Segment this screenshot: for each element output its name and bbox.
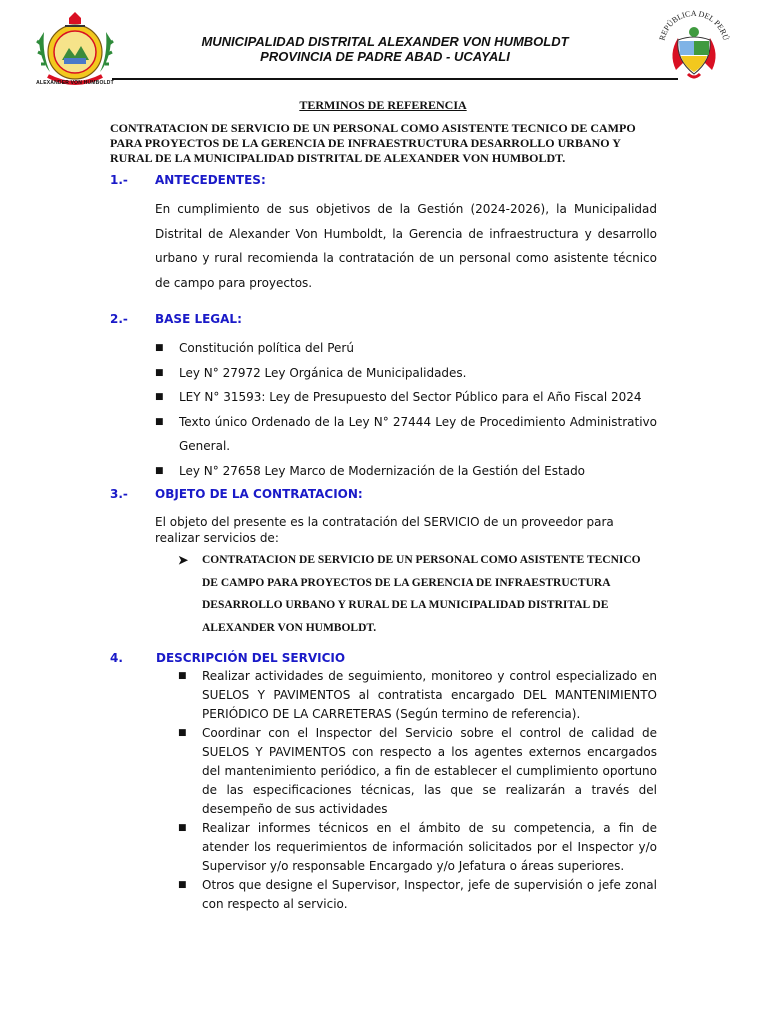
list-item: ■ Texto único Ordenado de la Ley N° 27444 Ley de Procedimiento Administrativo General.	[155, 410, 657, 459]
list-item: ■ Constitución política del Perú	[155, 336, 657, 361]
square-bullet-icon: ■	[155, 343, 164, 353]
arrowhead-bullet-icon: ➤	[178, 553, 189, 567]
square-bullet-icon: ■	[178, 728, 187, 738]
section-4-title: DESCRIPCIÓN DEL SERVICIO	[156, 651, 346, 665]
service-description-list	[178, 667, 657, 914]
document-title: TERMINOS DE REFERENCIA	[299, 98, 467, 112]
peru-coat-of-arms-logo	[654, 4, 734, 84]
square-bullet-icon: ■	[178, 823, 187, 833]
square-bullet-icon: ■	[178, 880, 187, 890]
square-bullet-icon: ■	[155, 416, 164, 427]
section-4-number: 4.	[110, 651, 123, 665]
section-3-number: 3.-	[110, 487, 128, 501]
square-bullet-icon: ■	[155, 465, 164, 476]
section-1-title: ANTECEDENTES:	[155, 173, 266, 187]
list-item: ■ Otros que designe el Supervisor, Inspector, jefe de supervisión o jefe zonal con respecto al servicio.	[178, 878, 657, 911]
square-bullet-icon: ■	[155, 367, 164, 378]
section-2-title: BASE LEGAL:	[155, 312, 242, 326]
peru-arms-caption: REPÚBLICA DEL PERÚ	[657, 8, 731, 42]
list-item: ■ Realizar informes técnicos en el ámbito de su competencia, a fin de atender los requerimientos de información solicitados por el Inspector y/o Supervisor y/o responsable Encargado y/o Jefatura o áreas superiores.	[178, 821, 657, 873]
header-province: PROVINCIA DE PADRE ABAD - UCAYALI	[260, 49, 510, 64]
square-bullet-icon: ■	[178, 671, 187, 681]
section-2-number: 2.-	[110, 312, 128, 326]
section-3-text: El objeto del presente es la contratación del SERVICIO de un proveedor para realizar servicios de:	[155, 515, 614, 545]
list-item: ■ Coordinar con el Inspector del Servicio sobre el control de calidad de SUELOS Y PAVIMENTOS con respecto a los agentes externos encargados del mantenimiento periódico, a fin de establecer el cumplimiento oportuno de las especificaciones técnicas, las que se realizarán a través del desempeño de sus actividades	[178, 726, 657, 816]
section-1-text: En cumplimiento de sus objetivos de la Gestión (2024-2026), la Municipalidad Distrital de Alexander Von Humboldt, la Gerencia de infraestructura y desarrollo urbano y rural recomienda la contratación de un personal como asistente técnico de campo para proyectos.	[155, 202, 657, 290]
header-municipality: MUNICIPALIDAD DISTRITAL ALEXANDER VON HUMBOLDT	[201, 34, 569, 49]
municipal-seal-logo	[36, 10, 114, 92]
section-3-title: OBJETO DE LA CONTRATACION:	[155, 487, 363, 501]
list-item: ■ Ley N° 27658 Ley Marco de Modernización de la Gestión del Estado	[155, 459, 657, 484]
service-object-highlight: ➤ CONTRATACION DE SERVICIO DE UN PERSONAL COMO ASISTENTE TECNICO DE CAMPO PARA PROYECTOS DE LA GERENCIA DE INFRAESTRUCTURA DESARROLLO URBANO Y RURAL DE LA MUNICIPALIDAD DISTRITAL DE ALEXANDER VON HUMBOLDT.	[202, 549, 654, 639]
list-item: ■ Realizar actividades de seguimiento, monitoreo y control especializado en SUELOS Y PAVIMENTOS al contratista encargado DEL MANTENIMIENTO PERIÓDICO DE LA CARRETERAS (Según termino de referencia).	[178, 669, 657, 721]
seal-caption: ALEXANDER VON HUMBOLDT	[36, 80, 114, 86]
square-bullet-icon: ■	[155, 392, 164, 402]
legal-basis-list	[155, 336, 657, 483]
header-divider	[112, 78, 678, 80]
document-subject: CONTRATACION DE SERVICIO DE UN PERSONAL COMO ASISTENTE TECNICO DE CAMPO PARA PROYECTOS DE LA GERENCIA DE INFRAESTRUCTURA DESARROLLO URBANO Y RURAL DE LA MUNICIPALIDAD DISTRITAL DE ALEXANDER VON HUMBOLDT.	[110, 121, 636, 165]
list-item: ■ LEY N° 31593: Ley de Presupuesto del Sector Público para el Año Fiscal 2024	[155, 385, 657, 410]
section-1-number: 1.-	[110, 173, 128, 187]
list-item: ■ Ley N° 27972 Ley Orgánica de Municipalidades.	[155, 361, 657, 386]
